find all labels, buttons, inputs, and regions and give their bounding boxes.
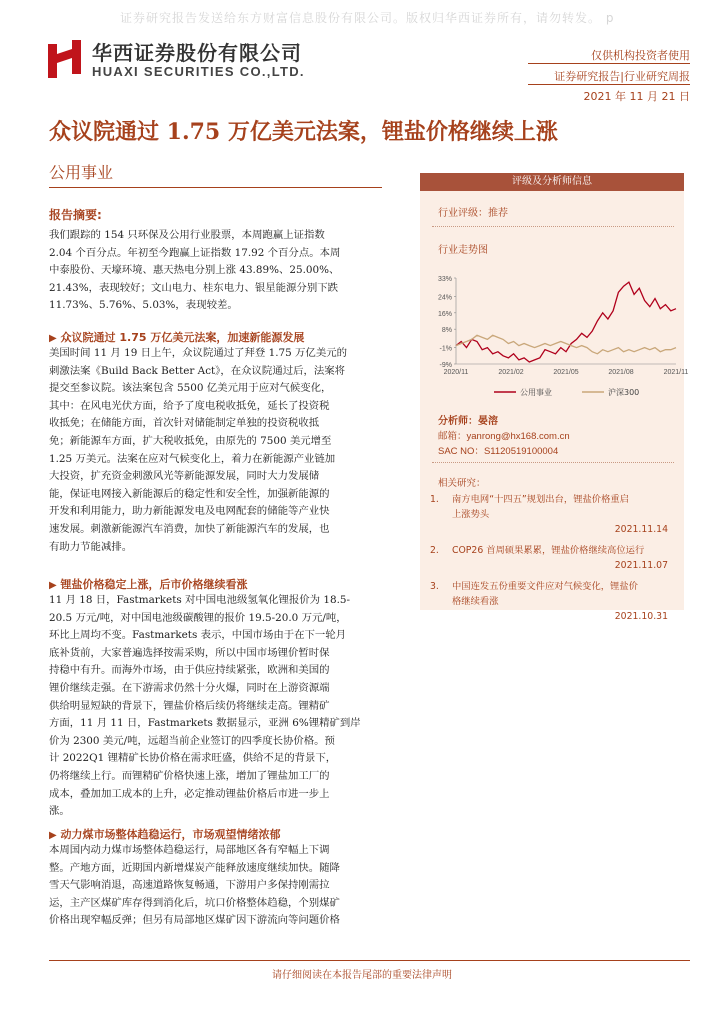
x-tick-label: 2021/08 [608,369,634,376]
text-line: 21.43%，表现较好；文山电力、桂东电力、银星能源分别下跌 [49,281,338,294]
header-divider [528,84,690,85]
lithium-paragraph [49,592,394,821]
x-tick-label: 2020/11 [443,369,469,376]
summary-paragraph [49,227,394,315]
section-heading-bill: ▶ 众议院通过 1.75 万亿美元法案，加速新能源发展 [49,331,305,344]
text-line: 能，保证电网接入新能源后的稳定性和安全性，加强新能源的 [49,487,330,500]
text-line: 收抵免；在储能方面，首次针对储能制定单独的投资税收抵 [49,417,320,430]
related-research-item[interactable] [430,579,676,624]
huaxi-logo-icon [48,40,81,78]
text-line: 大投资，扩充资金刺激风光等新能源发展，同时大力发展储 [49,470,320,483]
text-line: 其中：在风电光伏方面，给予了度电税收抵免，延长了投资税 [49,399,330,412]
sector-name: 公用事业 [49,163,114,182]
related-research-label: 相关研究： [438,478,486,489]
series-line-1 [456,282,676,362]
section-heading-coal: ▶ 动力煤市场整体趋稳运行，市场观望情绪浓郁 [49,828,281,841]
report-date: 2021 年 11 月 21 日 [583,90,690,103]
footer-disclaimer: 请仔细阅读在本报告尾部的重要法律声明 [272,970,452,981]
text-line: 本周国内动力煤市场整体趋稳运行，局部地区各有窄幅上下调 [49,844,330,856]
coal-paragraph [49,842,394,930]
text-line: 1.25 万美元。法案在应对气候变化上，着力在新能源产业链加 [49,452,336,465]
text-line: 我们跟踪的 154 只环保及公用行业股票，本周跑赢上证指数 [49,229,325,241]
report-type: 证券研究报告|行业研究周报 [554,70,690,83]
sidebar-divider [432,226,674,227]
x-tick-label: 2021/02 [498,369,524,376]
y-tick-label: 16% [437,310,452,318]
industry-trend-chart [426,268,689,406]
y-tick-label: 24% [437,294,452,302]
text-line: 价为 2300 美元/吨，远超当前企业签订的四季度长协价格。预 [49,734,335,747]
watermark: 证券研究报告发送给东方财富信息股份有限公司。版权归华西证券所有，请勿转发。 p [120,11,615,25]
summary-heading: 报告摘要: [49,208,102,222]
company-name-cn: 华西证券股份有限公司 [92,41,302,65]
text-line: 持稳中有升。而海外市场，由于供应持续紧张，欧洲和美国的 [49,664,330,677]
text-line: 20.5 万元/吨，对中国电池级碳酸锂的报价 19.5-20.0 万元/吨， [49,611,347,624]
y-tick-label: 8% [441,327,452,335]
text-line: 计 2022Q1 锂精矿长协价格在需求旺盛，供给不足的背景下， [49,752,337,765]
text-line: 11 月 18 日，Fastmarkets 对中国电池级氢氧化锂报价为 18.5- [49,594,351,606]
related-item-title: 南方电网“十四五”规划出台，锂盐价格重启 [452,494,629,505]
related-item-date: 2021.10.31 [614,611,668,622]
related-item-title: 上涨势头 [452,509,490,520]
analyst-line: 分析师：晏溶 [438,416,498,427]
related-item-number: 1. [430,494,439,505]
sector-divider [49,187,382,188]
text-line: 有助力节能减排。 [49,540,133,553]
text-line: 成本，叠加加工成本的上升，必定推动锂盐价格后市进一步上 [49,787,330,800]
y-tick-label: -1% [439,345,452,353]
text-line: 锂价继续走强。在下游需求仍然十分火爆，同时在上游资源端 [49,681,330,694]
legend-label: 公用事业 [520,388,552,397]
related-research-item[interactable] [430,543,676,573]
audience-note: 仅供机构投资者使用 [591,49,690,62]
related-item-number: 3. [430,581,439,592]
text-line: 开发和利用能力，助力新能源发电及电网配套的储能等产业快 [49,505,330,518]
company-name-en: HUAXI SECURITIES CO.,LTD. [92,64,305,79]
text-line: 提交至参议院。该法案包含 5500 亿美元用于应对气候变化， [49,382,332,395]
text-line: 速发展。刺激新能源汽车消费，加快了新能源汽车的发展，也 [49,522,330,535]
text-line: 美国时间 11 月 19 日上午，众议院通过了拜登 1.75 万亿美元的 [49,347,347,359]
sidebar-divider [432,462,674,463]
related-item-date: 2021.11.07 [614,560,668,571]
y-tick-label: 33% [437,276,452,283]
text-line: 方面，11 月 11 日，Fastmarkets 数据显示，亚洲 6%锂精矿到岸 [49,717,361,730]
related-item-title: COP26 首周硕果累累，锂盐价格继续高位运行 [452,545,645,556]
trend-label: 行业走势图 [438,245,488,256]
report-title: 众议院通过 1.75 万亿美元法案，锂盐价格继续上涨 [49,119,558,145]
x-tick-label: 2021/05 [553,369,579,376]
analyst-email: 邮箱：yanrong@hx168.com.cn [438,431,570,442]
sidebar-title: 评级及分析师信息 [420,173,684,191]
related-item-title: 格继续看涨 [452,596,499,607]
header-divider [528,63,690,64]
text-line: 中泰股份、天壕环境、惠天热电分别上涨 43.89%、25.00%、 [49,264,340,277]
related-item-date: 2021.11.14 [614,524,668,535]
text-line: 涨。 [49,805,70,818]
related-research-item[interactable] [430,492,676,537]
industry-rating: 行业评级：推荐 [438,208,508,219]
section-heading-lithium: ▶ 锂盐价格稳定上涨，后市价格继续看涨 [49,578,248,591]
text-line: 供给明显短缺的背景下，锂盐价格后续仍将继续走高。锂精矿 [49,699,330,712]
text-line: 2.04 个百分点。年初至今跑赢上证指数 17.92 个百分点。本周 [49,246,341,259]
bill-paragraph [49,345,394,556]
text-line: 仍将继续上行。而锂精矿价格快速上涨，增加了锂盐加工厂的 [49,769,330,782]
text-line: 刺激法案《Build Back Better Act》，在众议院通过后，法案将 [49,364,346,377]
related-research-list [430,492,676,630]
text-line: 11.73%、5.76%、5.03%，表现较差。 [49,299,238,312]
text-line: 雪天气影响消退，高速道路恢复畅通，下游用户多保持刚需拉 [49,879,330,892]
analyst-sac: SAC NO：S1120519100004 [438,446,559,457]
text-line: 底补货前，大家普遍选择按需采购，所以中国市场锂价暂时保 [49,646,330,659]
related-item-number: 2. [430,545,439,556]
text-line: 整。产地方面，近期国内新增煤炭产能释放速度继续加快。随降 [49,861,340,874]
text-line: 运，主产区煤矿库存得到消化后，坑口价格整体趋稳，个别煤矿 [49,896,340,909]
y-tick-label: -9% [439,362,452,369]
text-line: 价格出现窄幅反弹；但另有局部地区煤矿因下游流向等问题价格 [49,914,340,927]
x-tick-label: 2021/11 [663,369,689,376]
legend-label: 沪深300 [608,388,640,397]
text-line: 环比上周均不变。Fastmarkets 表示，中国市场由于在下一轮月 [49,629,347,642]
footer-divider [49,960,690,961]
related-item-title: 中国连发五份重要文件应对气候变化，锂盐价 [452,581,638,592]
text-line: 免；新能源车方面，扩大税收抵免，由原先的 7500 美元增至 [49,434,332,447]
